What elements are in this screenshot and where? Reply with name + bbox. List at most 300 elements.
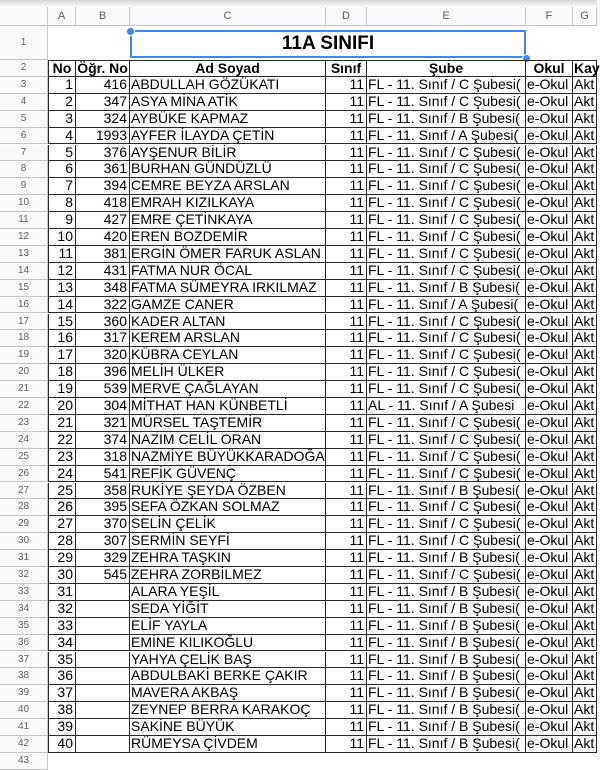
cell-sube[interactable]: FL - 11. Sınıf / C Şubesi( [367,145,526,162]
cell-no[interactable]: 12 [48,263,76,280]
cell-kayit[interactable]: Akt [573,635,597,652]
cell-ad-soyad[interactable]: ALARA YEŞİL [130,584,326,601]
cell-ogr-no[interactable] [76,635,130,652]
cell-sinif[interactable]: 11 [326,263,367,280]
cell-sube[interactable]: FL - 11. Sınıf / C Şubesi( [367,533,526,550]
cell-okul[interactable]: e-Okul [526,466,573,483]
cell-no[interactable]: 18 [48,364,76,381]
cell-no[interactable]: 38 [48,702,76,719]
cell-ogr-no[interactable]: 317 [76,330,130,347]
cell-okul[interactable]: e-Okul [526,584,573,601]
column-header-d[interactable]: D [326,7,367,26]
cell-okul[interactable]: e-Okul [526,145,573,162]
cell-sube[interactable]: FL - 11. Sınıf / A Şubesi( [367,128,526,145]
cell-kayit[interactable]: Akt [573,685,597,702]
cell-kayit[interactable]: Akt [573,618,597,635]
row-header-15[interactable]: 15 [0,280,48,297]
cell-no[interactable]: 21 [48,415,76,432]
cell-okul[interactable]: e-Okul [526,702,573,719]
cell-ad-soyad[interactable]: ASYA MİNA ATİK [130,94,326,111]
cell-sube[interactable]: FL - 11. Sınıf / B Şubesi( [367,280,526,297]
cell-sinif[interactable]: 11 [326,415,367,432]
cell-sinif[interactable]: 11 [326,280,367,297]
cell-ogr-no[interactable] [76,736,130,753]
cell-kayit[interactable]: Akt [573,364,597,381]
cell-ogr-no[interactable]: 320 [76,347,130,364]
cell-kayit[interactable]: Akt [573,550,597,567]
cell-ogr-no[interactable] [76,685,130,702]
cell-sinif[interactable]: 11 [326,567,367,584]
cell-okul[interactable]: e-Okul [526,432,573,449]
cell-okul[interactable]: e-Okul [526,364,573,381]
row-header-41[interactable]: 41 [0,719,48,736]
cell-sinif[interactable]: 11 [326,330,367,347]
cell-kayit[interactable]: Akt [573,314,597,331]
row-header-30[interactable]: 30 [0,533,48,550]
cell-ad-soyad[interactable]: KEREM ARSLAN [130,330,326,347]
column-header-g[interactable]: G [573,7,597,26]
row-header-1[interactable]: 1 [0,26,48,60]
cell-ad-soyad[interactable]: EMRAH KIZILKAYA [130,195,326,212]
cell-sube[interactable]: FL - 11. Sınıf / C Şubesi( [367,314,526,331]
cell-ad-soyad[interactable]: NAZIM CELİL ORAN [130,432,326,449]
cell-okul[interactable]: e-Okul [526,533,573,550]
cell-ogr-no[interactable]: 376 [76,145,130,162]
cell-okul[interactable]: e-Okul [526,618,573,635]
column-header-b[interactable]: B [76,7,130,26]
cell-ogr-no[interactable]: 539 [76,381,130,398]
cell-ad-soyad[interactable]: SAKİNE BÜYÜK [130,719,326,736]
cell-sinif[interactable]: 11 [326,483,367,500]
row-header-8[interactable]: 8 [0,161,48,178]
cell-no[interactable]: 34 [48,635,76,652]
cell-no[interactable]: 11 [48,246,76,263]
cell-ad-soyad[interactable]: RUKİYE ŞEYDA ÖZBEN [130,483,326,500]
row-header-3[interactable]: 3 [0,77,48,94]
cell-sube[interactable]: FL - 11. Sınıf / B Şubesi( [367,736,526,753]
cell-okul[interactable]: e-Okul [526,516,573,533]
cell-ogr-no[interactable]: 374 [76,432,130,449]
cell-ad-soyad[interactable]: EREN BOZDEMİR [130,229,326,246]
cell-sinif[interactable]: 11 [326,533,367,550]
cell-kayit[interactable]: Akt [573,449,597,466]
cell-ad-soyad[interactable]: AYFER İLAYDA ÇETİN [130,128,326,145]
header-ogr-no[interactable]: Öğr. No [76,60,130,77]
cell-no[interactable]: 7 [48,178,76,195]
cell-no[interactable]: 10 [48,229,76,246]
cell-sube[interactable]: FL - 11. Sınıf / B Şubesi( [367,483,526,500]
cell-okul[interactable]: e-Okul [526,398,573,415]
cell-kayit[interactable]: Akt [573,111,597,128]
cell-sube[interactable]: FL - 11. Sınıf / C Şubesi( [367,364,526,381]
row-header-42[interactable]: 42 [0,736,48,753]
cell-okul[interactable]: e-Okul [526,736,573,753]
cell-okul[interactable]: e-Okul [526,483,573,500]
cell-ad-soyad[interactable]: SELİN ÇELİK [130,516,326,533]
cell-ogr-no[interactable]: 416 [76,77,130,94]
cell-kayit[interactable]: Akt [573,178,597,195]
cell-no[interactable]: 24 [48,466,76,483]
cell-ogr-no[interactable]: 418 [76,195,130,212]
row-header-35[interactable]: 35 [0,618,48,635]
cell-kayit[interactable]: Akt [573,347,597,364]
cell-ad-soyad[interactable]: GAMZE CANER [130,297,326,314]
cell-ad-soyad[interactable]: KÜBRA CEYLAN [130,347,326,364]
cell-ad-soyad[interactable]: REFİK GÜVENÇ [130,466,326,483]
row-header-27[interactable]: 27 [0,483,48,500]
cell-okul[interactable]: e-Okul [526,263,573,280]
cell-sinif[interactable]: 11 [326,685,367,702]
cell-sube[interactable]: FL - 11. Sınıf / B Şubesi( [367,685,526,702]
cell-ogr-no[interactable]: 370 [76,516,130,533]
cell-ad-soyad[interactable]: CEMRE BEYZA ARSLAN [130,178,326,195]
cell-no[interactable]: 15 [48,314,76,331]
cell-ogr-no[interactable]: 395 [76,499,130,516]
cell-sinif[interactable]: 11 [326,719,367,736]
cell-b1[interactable] [76,26,130,60]
row-header-23[interactable]: 23 [0,415,48,432]
cell-kayit[interactable]: Akt [573,263,597,280]
cell-okul[interactable]: e-Okul [526,652,573,669]
cell-no[interactable]: 27 [48,516,76,533]
cell-okul[interactable]: e-Okul [526,178,573,195]
cell-sube[interactable]: FL - 11. Sınıf / C Şubesi( [367,161,526,178]
cell-ad-soyad[interactable]: AYBÜKE KAPMAZ [130,111,326,128]
cell-no[interactable]: 40 [48,736,76,753]
sheet-title[interactable]: 11A SINIFI [130,30,526,58]
cell-no[interactable]: 1 [48,77,76,94]
cell-kayit[interactable]: Akt [573,483,597,500]
cell-sube[interactable]: FL - 11. Sınıf / C Şubesi( [367,229,526,246]
cell-okul[interactable]: e-Okul [526,601,573,618]
cell-sinif[interactable]: 11 [326,161,367,178]
cell-ogr-no[interactable] [76,601,130,618]
cell-kayit[interactable]: Akt [573,128,597,145]
cell-okul[interactable]: e-Okul [526,635,573,652]
cell-kayit[interactable]: Akt [573,702,597,719]
header-no[interactable]: No [48,60,76,77]
cell-okul[interactable]: e-Okul [526,499,573,516]
cell-okul[interactable]: e-Okul [526,77,573,94]
cell-okul[interactable]: e-Okul [526,449,573,466]
cell-ad-soyad[interactable]: FATMA NUR ÖCAL [130,263,326,280]
cell-sinif[interactable]: 11 [326,297,367,314]
cell-sinif[interactable]: 11 [326,77,367,94]
cell-sinif[interactable]: 11 [326,516,367,533]
row-header-32[interactable]: 32 [0,567,48,584]
cell-a1[interactable] [48,26,76,60]
cell-kayit[interactable]: Akt [573,246,597,263]
cell-no[interactable]: 37 [48,685,76,702]
cell-no[interactable]: 3 [48,111,76,128]
cell-sinif[interactable]: 11 [326,635,367,652]
cell-sinif[interactable]: 11 [326,111,367,128]
cell-okul[interactable]: e-Okul [526,212,573,229]
cell-ogr-no[interactable]: 541 [76,466,130,483]
cell-sinif[interactable]: 11 [326,246,367,263]
cell-no[interactable]: 8 [48,195,76,212]
cell-no[interactable]: 5 [48,145,76,162]
cell-sinif[interactable]: 11 [326,618,367,635]
cell-ogr-no[interactable] [76,719,130,736]
cell-sube[interactable]: FL - 11. Sınıf / B Şubesi( [367,702,526,719]
row-header-20[interactable]: 20 [0,364,48,381]
row-header-33[interactable]: 33 [0,584,48,601]
cell-sube[interactable]: FL - 11. Sınıf / B Şubesi( [367,652,526,669]
cell-kayit[interactable]: Akt [573,77,597,94]
cell-ad-soyad[interactable]: ZEHRA ZORBİLMEZ [130,567,326,584]
cell-sinif[interactable]: 11 [326,550,367,567]
row-header-25[interactable]: 25 [0,449,48,466]
cell-no[interactable]: 35 [48,652,76,669]
cell-ad-soyad[interactable]: RÜMEYSA ÇİVDEM [130,736,326,753]
cell-okul[interactable]: e-Okul [526,314,573,331]
cell-okul[interactable]: e-Okul [526,246,573,263]
cell-sube[interactable]: FL - 11. Sınıf / B Şubesi( [367,618,526,635]
cell-ogr-no[interactable]: 394 [76,178,130,195]
cell-kayit[interactable]: Akt [573,381,597,398]
cell-ogr-no[interactable]: 545 [76,567,130,584]
cell-sinif[interactable]: 11 [326,381,367,398]
cell-sube[interactable]: FL - 11. Sınıf / C Şubesi( [367,449,526,466]
cell-ad-soyad[interactable]: EMRE ÇETİNKAYA [130,212,326,229]
cell-okul[interactable]: e-Okul [526,229,573,246]
cell-okul[interactable]: e-Okul [526,567,573,584]
cell-ad-soyad[interactable]: KADER ALTAN [130,314,326,331]
cell-sinif[interactable]: 11 [326,652,367,669]
cell-ad-soyad[interactable]: ZEHRA TAŞKIN [130,550,326,567]
cell-sinif[interactable]: 11 [326,499,367,516]
cell-okul[interactable]: e-Okul [526,719,573,736]
row-header-38[interactable]: 38 [0,668,48,685]
cell-sube[interactable]: FL - 11. Sınıf / B Şubesi( [367,601,526,618]
row-header-39[interactable]: 39 [0,685,48,702]
selection-handle-top-left[interactable] [126,27,135,36]
cell-okul[interactable]: e-Okul [526,297,573,314]
cell-no[interactable]: 4 [48,128,76,145]
row-header-21[interactable]: 21 [0,381,48,398]
cell-kayit[interactable]: Akt [573,668,597,685]
cell-ogr-no[interactable]: 361 [76,161,130,178]
cell-ad-soyad[interactable]: ABDULBAKİ BERKE ÇAKIR [130,668,326,685]
cell-ad-soyad[interactable]: ZEYNEP BERRA KARAKOÇ [130,702,326,719]
cell-kayit[interactable]: Akt [573,195,597,212]
cell-no[interactable]: 30 [48,567,76,584]
row-header-31[interactable]: 31 [0,550,48,567]
header-ad-soyad[interactable]: Ad Soyad [130,60,326,77]
cell-okul[interactable]: e-Okul [526,94,573,111]
cell-kayit[interactable]: Akt [573,652,597,669]
cell-no[interactable]: 22 [48,432,76,449]
cell-okul[interactable]: e-Okul [526,347,573,364]
cell-okul[interactable]: e-Okul [526,161,573,178]
cell-ogr-no[interactable]: 329 [76,550,130,567]
cell-sube[interactable]: AL - 11. Sınıf / A Şubesi [367,398,526,415]
row-header-34[interactable]: 34 [0,601,48,618]
row-header-9[interactable]: 9 [0,178,48,195]
row-header-40[interactable]: 40 [0,702,48,719]
cell-sube[interactable]: FL - 11. Sınıf / B Şubesi( [367,584,526,601]
cell-okul[interactable]: e-Okul [526,415,573,432]
cell-kayit[interactable]: Akt [573,229,597,246]
cell-no[interactable]: 26 [48,499,76,516]
row-header-28[interactable]: 28 [0,499,48,516]
cell-ogr-no[interactable]: 431 [76,263,130,280]
cell-kayit[interactable]: Akt [573,398,597,415]
cell-ad-soyad[interactable]: MERVE ÇAĞLAYAN [130,381,326,398]
cell-sube[interactable]: FL - 11. Sınıf / C Şubesi( [367,212,526,229]
cell-no[interactable]: 32 [48,601,76,618]
cell-no[interactable]: 9 [48,212,76,229]
cell-sinif[interactable]: 11 [326,145,367,162]
row-header-4[interactable]: 4 [0,94,48,111]
cell-no[interactable]: 25 [48,483,76,500]
cell-ogr-no[interactable]: 322 [76,297,130,314]
row-header-29[interactable]: 29 [0,516,48,533]
cell-kayit[interactable]: Akt [573,297,597,314]
cell-sube[interactable]: FL - 11. Sınıf / C Şubesi( [367,567,526,584]
cell-sube[interactable]: FL - 11. Sınıf / C Şubesi( [367,381,526,398]
cell-sinif[interactable]: 11 [326,601,367,618]
cell-sube[interactable]: FL - 11. Sınıf / B Şubesi( [367,668,526,685]
row-header-24[interactable]: 24 [0,432,48,449]
cell-sube[interactable]: FL - 11. Sınıf / C Şubesi( [367,432,526,449]
cell-kayit[interactable]: Akt [573,415,597,432]
cell-sube[interactable]: FL - 11. Sınıf / C Şubesi( [367,347,526,364]
cell-ogr-no[interactable]: 420 [76,229,130,246]
header-sube[interactable]: Şube [367,60,526,77]
cell-sube[interactable]: FL - 11. Sınıf / C Şubesi( [367,499,526,516]
cell-okul[interactable]: e-Okul [526,550,573,567]
cell-no[interactable]: 6 [48,161,76,178]
cell-sinif[interactable]: 11 [326,702,367,719]
cell-kayit[interactable]: Akt [573,567,597,584]
column-header-e[interactable]: E [367,7,526,26]
cell-sinif[interactable]: 11 [326,668,367,685]
cell-kayit[interactable]: Akt [573,161,597,178]
row-header-17[interactable]: 17 [0,314,48,331]
cell-sinif[interactable]: 11 [326,347,367,364]
cell-ad-soyad[interactable]: EMİNE KILIKOĞLU [130,635,326,652]
cell-kayit[interactable]: Akt [573,601,597,618]
row-header-13[interactable]: 13 [0,246,48,263]
cell-kayit[interactable]: Akt [573,280,597,297]
row-header-10[interactable]: 10 [0,195,48,212]
row-header-16[interactable]: 16 [0,297,48,314]
cell-ogr-no[interactable]: 307 [76,533,130,550]
cell-no[interactable]: 28 [48,533,76,550]
cell-sube[interactable]: FL - 11. Sınıf / C Şubesi( [367,466,526,483]
row-header-11[interactable]: 11 [0,212,48,229]
cell-sinif[interactable]: 11 [326,584,367,601]
cell-sinif[interactable]: 11 [326,94,367,111]
cell-sinif[interactable]: 11 [326,432,367,449]
cell-kayit[interactable]: Akt [573,719,597,736]
cell-okul[interactable]: e-Okul [526,685,573,702]
cell-no[interactable]: 19 [48,381,76,398]
cell-sinif[interactable]: 11 [326,178,367,195]
cell-kayit[interactable]: Akt [573,212,597,229]
cell-kayit[interactable]: Akt [573,736,597,753]
cell-no[interactable]: 29 [48,550,76,567]
cell-ogr-no[interactable]: 358 [76,483,130,500]
cell-sinif[interactable]: 11 [326,212,367,229]
column-header-f[interactable]: F [526,7,573,26]
cell-sinif[interactable]: 11 [326,128,367,145]
column-header-a[interactable]: A [48,7,76,26]
cell-sube[interactable]: FL - 11. Sınıf / B Şubesi( [367,719,526,736]
cell-ad-soyad[interactable]: ELİF YAYLA [130,618,326,635]
header-okul[interactable]: Okul [526,60,573,77]
cell-ad-soyad[interactable]: MELİH ÜLKER [130,364,326,381]
row-header-19[interactable]: 19 [0,347,48,364]
row-header-14[interactable]: 14 [0,263,48,280]
cell-okul[interactable]: e-Okul [526,668,573,685]
row-header-18[interactable]: 18 [0,330,48,347]
cell-sube[interactable]: FL - 11. Sınıf / C Şubesi( [367,178,526,195]
cell-no[interactable]: 2 [48,94,76,111]
cell-sinif[interactable]: 11 [326,229,367,246]
cell-no[interactable]: 33 [48,618,76,635]
cell-sube[interactable]: FL - 11. Sınıf / B Şubesi( [367,111,526,128]
cell-sube[interactable]: FL - 11. Sınıf / C Şubesi( [367,415,526,432]
row-header-26[interactable]: 26 [0,466,48,483]
cell-sinif[interactable]: 11 [326,364,367,381]
row-header-12[interactable]: 12 [0,229,48,246]
cell-kayit[interactable]: Akt [573,499,597,516]
cell-ad-soyad[interactable]: SEFA ÖZKAN SOLMAZ [130,499,326,516]
cell-okul[interactable]: e-Okul [526,381,573,398]
column-header-c[interactable]: C [130,7,326,26]
row-header-6[interactable]: 6 [0,128,48,145]
cell-kayit[interactable]: Akt [573,533,597,550]
cell-ad-soyad[interactable]: ERGİN ÖMER FARUK ASLAN [130,246,326,263]
cell-no[interactable]: 17 [48,347,76,364]
cell-sube[interactable]: FL - 11. Sınıf / C Şubesi( [367,246,526,263]
cell-sube[interactable]: FL - 11. Sınıf / A Şubesi( [367,297,526,314]
cell-no[interactable]: 20 [48,398,76,415]
cell-ogr-no[interactable] [76,702,130,719]
cell-sube[interactable]: FL - 11. Sınıf / B Şubesi( [367,550,526,567]
cell-no[interactable]: 23 [48,449,76,466]
cell-ad-soyad[interactable]: MAVERA AKBAŞ [130,685,326,702]
row-header-43[interactable]: 43 [0,753,48,770]
row-header-7[interactable]: 7 [0,145,48,162]
cell-kayit[interactable]: Akt [573,145,597,162]
cell-okul[interactable]: e-Okul [526,280,573,297]
cell-sube[interactable]: FL - 11. Sınıf / C Şubesi( [367,263,526,280]
cell-ogr-no[interactable]: 321 [76,415,130,432]
cell-ad-soyad[interactable]: NAZMİYE BÜYÜKKARADOĞA [131,447,325,464]
row-header-5[interactable]: 5 [0,111,48,128]
cell-ogr-no[interactable]: 360 [76,314,130,331]
cell-sube[interactable]: FL - 11. Sınıf / B Şubesi( [367,635,526,652]
cell-kayit[interactable]: Akt [573,466,597,483]
cell-ad-soyad[interactable]: BURHAN GÜNDÜZLÜ [130,161,326,178]
row-header-37[interactable]: 37 [0,652,48,669]
cell-okul[interactable]: e-Okul [526,330,573,347]
cell-ogr-no[interactable]: 1993 [76,128,130,145]
cell-okul[interactable]: e-Okul [526,128,573,145]
select-all-corner[interactable] [0,7,48,26]
cell-ogr-no[interactable]: 396 [76,364,130,381]
cell-ad-soyad[interactable]: SERMİN SEYFİ [130,533,326,550]
cell-no[interactable]: 31 [48,584,76,601]
cell-ogr-no[interactable]: 348 [76,280,130,297]
cell-sube[interactable]: FL - 11. Sınıf / C Şubesi( [367,77,526,94]
cell-sube[interactable]: FL - 11. Sınıf / C Şubesi( [367,330,526,347]
cell-ogr-no[interactable]: 427 [76,212,130,229]
